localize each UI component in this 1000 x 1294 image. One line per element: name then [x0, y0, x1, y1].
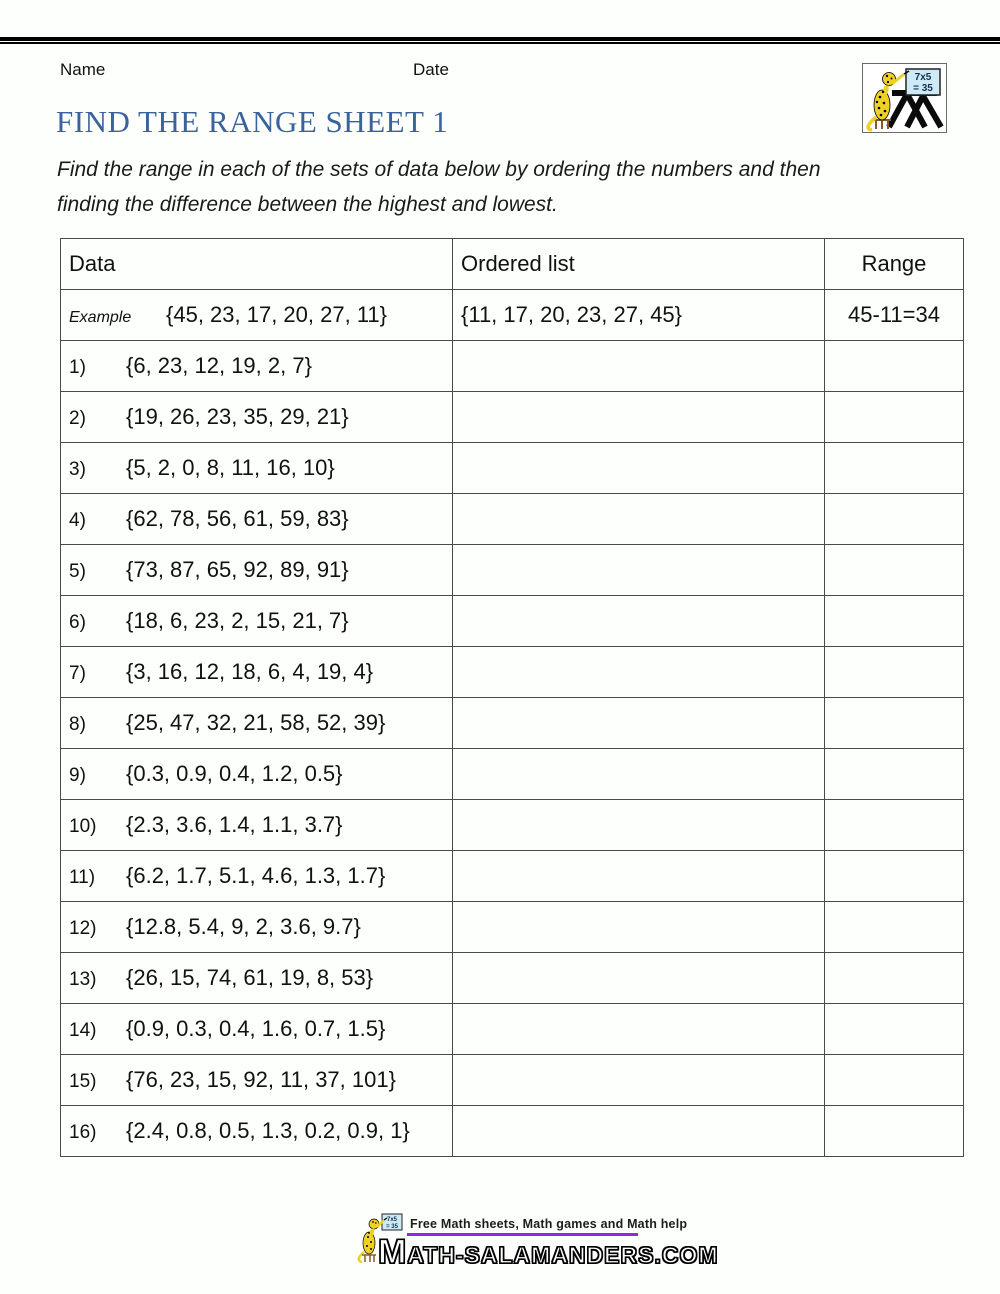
example-ordered-cell: {11, 17, 20, 23, 27, 45}	[453, 290, 825, 341]
ordered-list-answer-cell	[453, 1106, 825, 1157]
row-number: 2)	[69, 408, 86, 429]
row-number: 12)	[69, 918, 97, 939]
data-set: {2.3, 3.6, 1.4, 1.1, 3.7}	[126, 812, 343, 837]
data-set: {73, 87, 65, 92, 89, 91}	[126, 557, 349, 582]
data-set-cell	[61, 800, 453, 851]
row-number: 14)	[69, 1020, 97, 1041]
data-set: {0.9, 0.3, 0.4, 1.6, 0.7, 1.5}	[126, 1016, 386, 1041]
range-answer-cell	[825, 596, 964, 647]
range-answer-cell	[825, 800, 964, 851]
range-answer-cell	[825, 749, 964, 800]
range-answer-cell	[825, 341, 964, 392]
board-text-line1: 7x5	[386, 1217, 398, 1223]
example-data-cell	[61, 290, 453, 341]
example-row	[61, 290, 964, 341]
date-label: Date	[413, 60, 449, 79]
mascot-tail	[359, 1252, 364, 1262]
range-answer-cell	[825, 1004, 964, 1055]
table-row	[61, 698, 964, 749]
ordered-list-answer-cell	[453, 1004, 825, 1055]
data-set-cell	[61, 443, 453, 494]
table-row	[61, 443, 964, 494]
instructions-line: finding the difference between the highest and lowest.	[57, 193, 558, 216]
footer-tagline: Free Math sheets, Math games and Math help	[410, 1217, 688, 1231]
data-set-cell	[61, 1106, 453, 1157]
data-set-cell	[61, 341, 453, 392]
table-header-row	[61, 239, 964, 290]
range-answer-cell	[825, 851, 964, 902]
board-text-line2: = 35	[913, 83, 933, 94]
row-number: 4)	[69, 510, 86, 531]
range-answer-cell	[825, 494, 964, 545]
ordered-list-answer-cell	[453, 392, 825, 443]
mascot-eye	[891, 78, 893, 80]
data-set: {18, 6, 23, 2, 15, 21, 7}	[126, 608, 349, 633]
range-answer-cell	[825, 392, 964, 443]
data-set-cell	[61, 596, 453, 647]
data-set: {2.4, 0.8, 0.5, 1.3, 0.2, 0.9, 1}	[126, 1118, 410, 1143]
ordered-list-answer-cell	[453, 902, 825, 953]
ordered-list-answer-cell	[453, 494, 825, 545]
range-answer-cell	[825, 443, 964, 494]
ordered-list-answer-cell	[453, 698, 825, 749]
column-header-data: Data	[61, 239, 453, 290]
data-set: {76, 23, 15, 92, 11, 37, 101}	[126, 1067, 396, 1092]
table-row	[61, 749, 964, 800]
table-row	[61, 800, 964, 851]
ordered-list-answer-cell	[453, 443, 825, 494]
table-row	[61, 341, 964, 392]
stool-icon	[873, 120, 891, 129]
range-answer-cell	[825, 1055, 964, 1106]
ordered-list-answer-cell	[453, 341, 825, 392]
table-row	[61, 494, 964, 545]
example-range-cell: 45-11=34	[825, 290, 964, 341]
salamander-mascot-icon	[862, 63, 947, 133]
data-set: {26, 15, 74, 61, 19, 8, 53}	[126, 965, 374, 990]
data-set: {6, 23, 12, 19, 2, 7}	[126, 353, 312, 378]
table-row	[61, 647, 964, 698]
data-set-cell	[61, 392, 453, 443]
data-set: {25, 47, 32, 21, 58, 52, 39}	[126, 710, 386, 735]
table-row	[61, 1055, 964, 1106]
data-set: {19, 26, 23, 35, 29, 21}	[126, 404, 349, 429]
table-row	[61, 1106, 964, 1157]
range-worksheet-table	[60, 238, 964, 1157]
table-body	[61, 290, 964, 1157]
ordered-list-answer-cell	[453, 545, 825, 596]
top-rule-divider	[0, 37, 1000, 44]
data-set-cell	[61, 749, 453, 800]
row-number: 10)	[69, 816, 97, 837]
range-answer-cell	[825, 1106, 964, 1157]
data-set-cell	[61, 1055, 453, 1106]
data-set: {12.8, 5.4, 9, 2, 3.6, 9.7}	[126, 914, 361, 939]
board-text-line2: = 35	[386, 1224, 398, 1230]
site-logo	[862, 63, 947, 133]
column-header-range: Range	[825, 239, 964, 290]
data-set-cell	[61, 698, 453, 749]
data-set-cell	[61, 851, 453, 902]
row-number: 13)	[69, 969, 97, 990]
data-set-cell	[61, 647, 453, 698]
example-label: Example	[69, 309, 132, 326]
table-row	[61, 1004, 964, 1055]
row-number: 16)	[69, 1122, 97, 1143]
data-set-cell	[61, 953, 453, 1004]
data-set: {0.3, 0.9, 0.4, 1.2, 0.5}	[126, 761, 343, 786]
table-row	[61, 851, 964, 902]
data-set-cell	[61, 902, 453, 953]
ordered-list-answer-cell	[453, 851, 825, 902]
mascot-eye	[375, 1222, 377, 1224]
data-set: {6.2, 1.7, 5.1, 4.6, 1.3, 1.7}	[126, 863, 386, 888]
ordered-list-answer-cell	[453, 749, 825, 800]
table-row	[61, 545, 964, 596]
example-data-set: {45, 23, 17, 20, 27, 11}	[166, 302, 388, 327]
row-number: 1)	[69, 357, 86, 378]
instructions-line: Find the range in each of the sets of data below by ordering the numbers and then	[57, 158, 821, 181]
data-set-cell	[61, 545, 453, 596]
row-number: 6)	[69, 612, 86, 633]
ordered-list-answer-cell	[453, 647, 825, 698]
range-answer-cell	[825, 647, 964, 698]
table-row	[61, 596, 964, 647]
row-number: 15)	[69, 1071, 97, 1092]
ordered-list-answer-cell	[453, 953, 825, 1004]
name-label: Name	[60, 60, 106, 79]
row-number: 8)	[69, 714, 86, 735]
board-text-line1: 7x5	[914, 72, 932, 83]
row-number: 7)	[69, 663, 86, 684]
range-answer-cell	[825, 902, 964, 953]
instructions	[57, 152, 967, 222]
table-row	[61, 902, 964, 953]
data-set-cell	[61, 494, 453, 545]
data-set: {5, 2, 0, 8, 11, 16, 10}	[126, 455, 335, 480]
ordered-list-answer-cell	[453, 800, 825, 851]
row-number: 11)	[69, 867, 96, 888]
mascot-head	[369, 1219, 379, 1229]
data-set-cell	[61, 1004, 453, 1055]
table-row	[61, 392, 964, 443]
data-set: {62, 78, 56, 61, 59, 83}	[126, 506, 349, 531]
column-header-ordered-list: Ordered list	[453, 239, 825, 290]
ordered-list-answer-cell	[453, 1055, 825, 1106]
range-answer-cell	[825, 953, 964, 1004]
ordered-list-answer-cell	[453, 596, 825, 647]
footer-wordmark: MATH-SALAMANDERS.COM	[378, 1233, 719, 1271]
stool-icon	[362, 1255, 376, 1262]
row-number: 5)	[69, 561, 86, 582]
row-number: 3)	[69, 459, 86, 480]
range-answer-cell	[825, 698, 964, 749]
range-answer-cell	[825, 545, 964, 596]
row-number: 9)	[69, 765, 86, 786]
page-title: FIND THE RANGE SHEET 1	[56, 104, 449, 139]
table-row	[61, 953, 964, 1004]
data-set: {3, 16, 12, 18, 6, 4, 19, 4}	[126, 659, 374, 684]
